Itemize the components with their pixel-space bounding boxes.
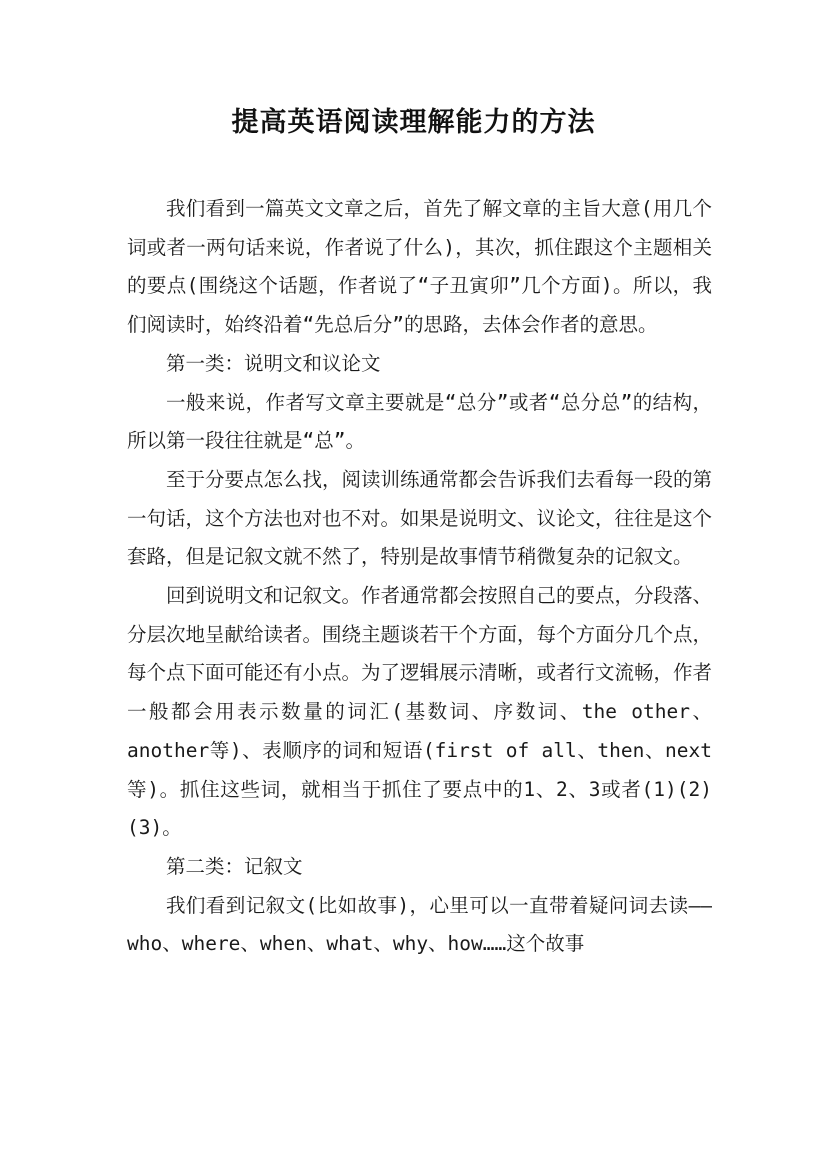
paragraph-signal-words: 回到说明文和记叙文。作者通常都会按照自己的要点，分段落、分层次地呈献给读者。围绕主题谈若干个方面，每个方面分几个点，每个点下面可能还有小点。为了逻辑展示清晰，或者行文流畅，作者一般都会用表示数量的词汇(基数词、序数词、the other、another等)、表顺序的词和短语(first of all、then、next等)。抓住这些词，就相当于抓住了要点中的1、2、3或者(1)(2)(3)。 — [127, 584, 713, 840]
section-heading-expository: 第一类：说明文和议论文 — [166, 351, 381, 375]
paragraph-structure: 一般来说，作者写文章主要就是“总分”或者“总分总”的结构，所以第一段往往就是“总”。 — [127, 390, 712, 453]
paragraph-key-points: 至于分要点怎么找，阅读训练通常都会告诉我们去看每一段的第一句话，这个方法也对也不对。如果是说明文、议论文，往往是这个套路，但是记叙文就不然了，特别是故事情节稍微复杂的记叙文。 — [127, 467, 713, 569]
document-body — [127, 190, 712, 964]
paragraph-intro: 我们看到一篇英文文章之后，首先了解文章的主旨大意(用几个词或者一两句话来说，作者说了什么)，其次，抓住跟这个主题相关的要点(围绕这个话题，作者说了“子丑寅卯”几个方面)。所以，我们阅读时，始终沿着“先总后分”的思路，去体会作者的意思。 — [127, 197, 712, 337]
paragraph-narrative: 我们看到记叙文(比如故事)，心里可以一直带着疑问词去读——who、where、when、what、why、how……这个故事 — [127, 893, 712, 956]
document-title: 提高英语阅读理解能力的方法 — [231, 107, 596, 138]
section-heading-narrative: 第二类：记叙文 — [166, 854, 303, 878]
